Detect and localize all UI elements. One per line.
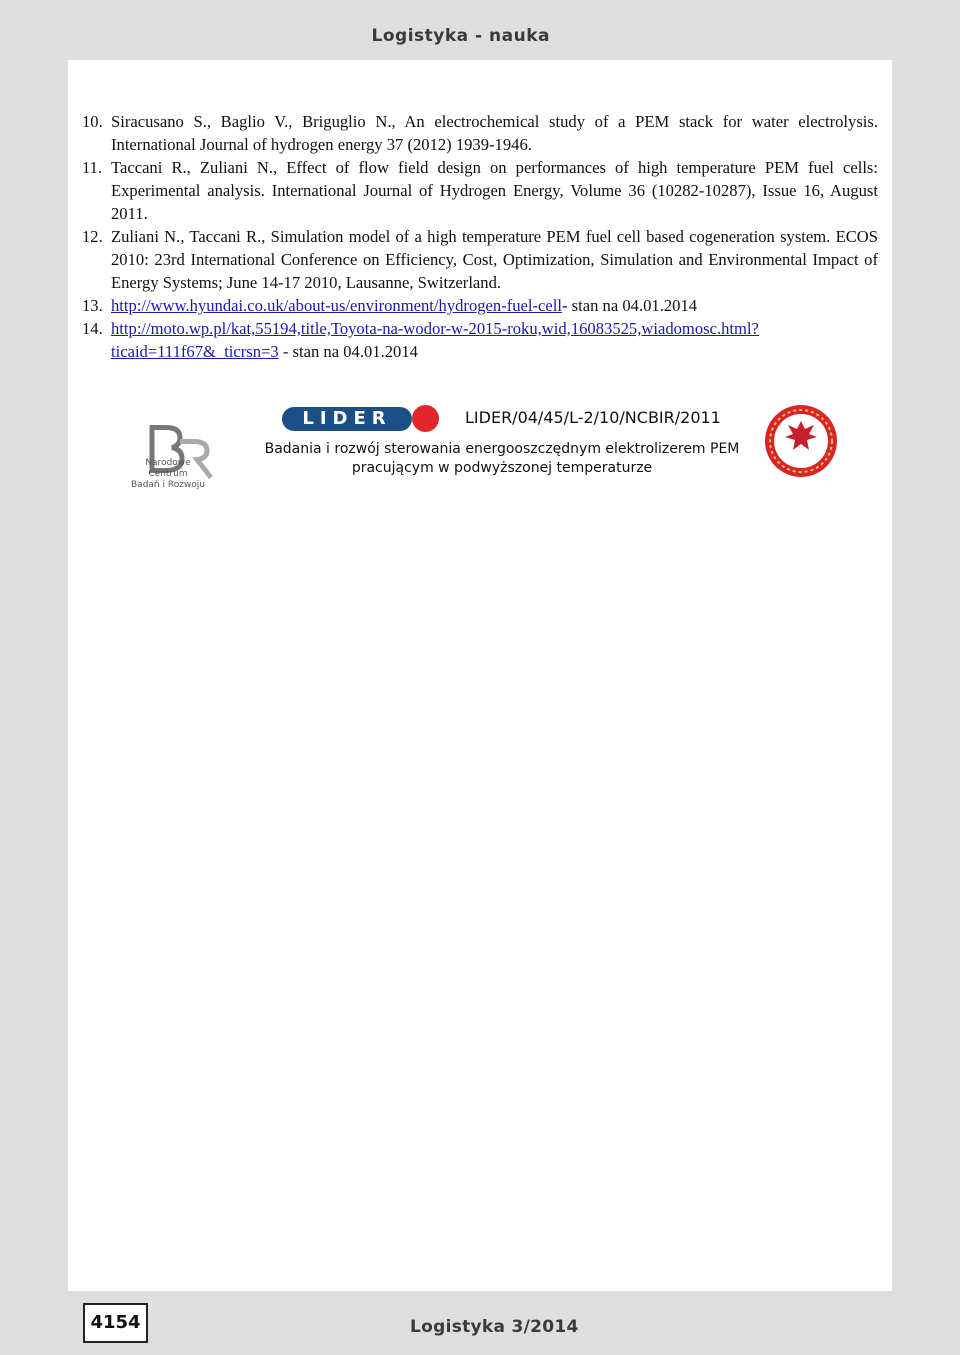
reference-number: 13. — [82, 296, 103, 315]
reference-item — [82, 156, 878, 225]
journal-issue: Logistyka 3/2014 — [410, 1317, 579, 1337]
ncbr-caption-line1: Narodowe Centrum — [145, 458, 191, 479]
reference-link-hyundai[interactable]: http://www.hyundai.co.uk/about-us/environment/hydrogen-fuel-cell — [111, 296, 562, 315]
reference-item — [82, 225, 878, 294]
project-title-line1: Badania i rozwój sterowania energooszczędnym elektrolizerem PEM — [264, 441, 740, 457]
reference-access-date: - stan na 04.01.2014 — [562, 296, 698, 315]
reference-link-toyota[interactable]: http://moto.wp.pl/kat,55194,title,Toyota-na-wodor-w-2015-roku,wid,16083525,wiadomosc.html?ticaid=111f67&_ticrsn=3 — [111, 319, 759, 361]
reference-text: Zuliani N., Taccani R., Simulation model of a high temperature PEM fuel cell based cogeneration system. ECOS 2010: 23rd International Conference on Efficiency, Cost, Optimization, Simulation and Environmental Impact of Energy Systems; June 14-17 2010, Lausanne, Switzerland. — [111, 227, 878, 292]
ncbr-caption — [128, 458, 208, 491]
university-emblem-icon — [763, 403, 839, 479]
reference-item — [82, 110, 878, 156]
lider-logo: LIDER — [282, 407, 412, 431]
lider-dot-icon — [412, 405, 439, 432]
reference-text: Siracusano S., Baglio V., Briguglio N., An electrochemical study of a PEM stack for water electrolysis. International Journal of hydrogen energy 37 (2012) 1939-1946. — [111, 112, 878, 154]
sponsor-logos — [0, 400, 960, 500]
project-title-line2: pracującym w podwyższonej temperaturze — [351, 460, 653, 476]
reference-text: Taccani R., Zuliani N., Effect of flow field design on performances of high temperature PEM fuel cells: Experimental analysis. International Journal of Hydrogen Energy, Volume 36 (10282-10287), Issue 16, August 2011. — [111, 158, 878, 223]
project-title — [262, 440, 742, 478]
page-number: 4154 — [83, 1303, 148, 1343]
reference-number: 10. — [82, 112, 103, 131]
reference-item — [82, 294, 878, 317]
header-title: Logistyka - nauka — [371, 26, 550, 46]
reference-access-date: - stan na 04.01.2014 — [278, 342, 418, 361]
reference-item — [82, 317, 878, 363]
reference-number: 11. — [82, 158, 103, 177]
ncbr-caption-line2: Badań i Rozwoju — [131, 480, 205, 490]
reference-number: 12. — [82, 227, 103, 246]
reference-number: 14. — [82, 319, 103, 338]
grant-id: LIDER/04/45/L-2/10/NCBIR/2011 — [465, 408, 721, 427]
reference-list — [82, 110, 878, 363]
